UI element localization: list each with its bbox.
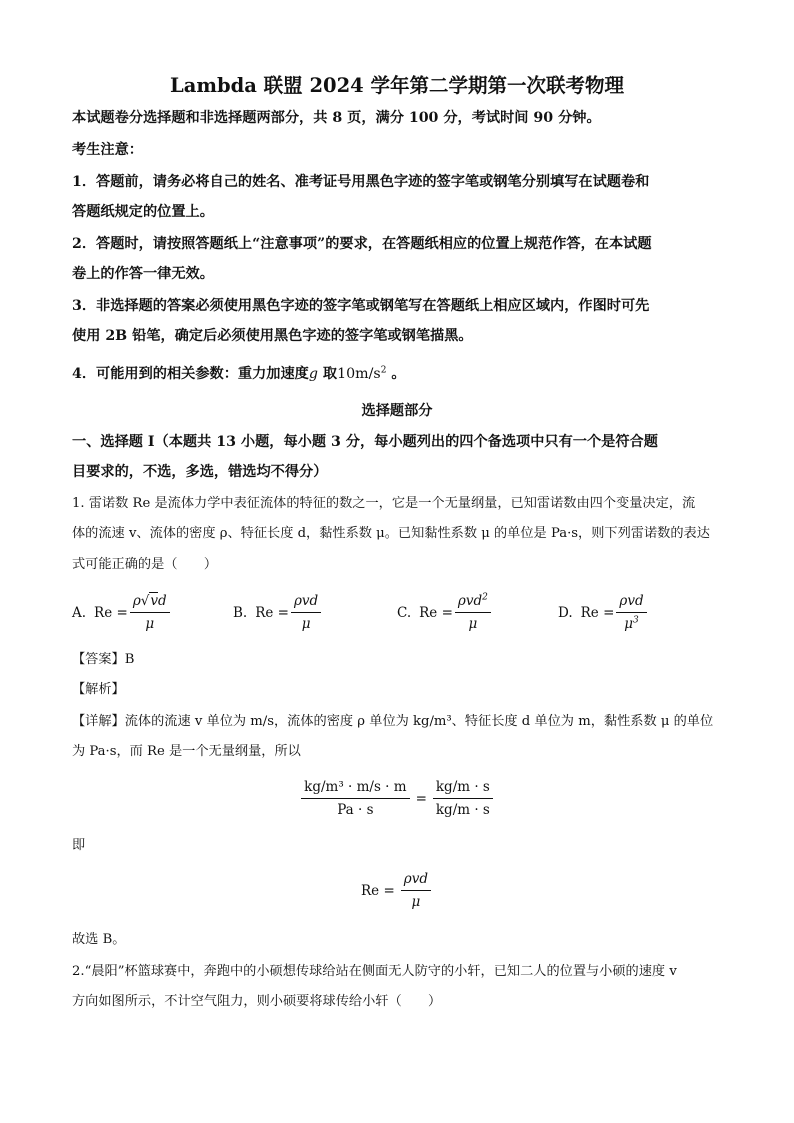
denominator: μ <box>411 894 421 910</box>
option-fraction <box>616 592 646 633</box>
numerator: ρvd <box>291 592 321 613</box>
option-a[interactable] <box>72 592 172 633</box>
denominator: kg/m · s <box>435 802 490 818</box>
notice-line-4 <box>72 364 406 384</box>
equation-lhs: Re = <box>361 882 395 899</box>
num-part: d <box>158 593 167 609</box>
numerator: ρvd <box>616 592 646 613</box>
page-title: Lambda 联盟 2024 学年第二学期第一次联考物理 <box>169 74 625 97</box>
detail-line: 为 Pa·s，而 Re 是一个无量纲量，所以 <box>72 744 301 759</box>
option-lhs: Re = <box>255 604 289 621</box>
q1-stem: 式可能正确的是（ ） <box>72 557 218 572</box>
part1-heading: 目要求的，不选，多选，错选均不得分） <box>72 464 328 480</box>
numerator: kg/m · s <box>433 778 493 799</box>
notice-line: 1．答题前，请务必将自己的姓名、准考证号用黑色字迹的签字笔或钢笔分别填写在试题卷和 <box>72 174 650 190</box>
denominator: μ <box>301 616 311 632</box>
q1-stem: 体的流速 v、流体的密度 ρ、特征长度 d，黏性系数 μ。已知黏性系数 μ 的单位是 Pa·s，则下列雷诺数的表达 <box>72 526 710 541</box>
notice-line: 答题纸规定的位置上。 <box>72 204 214 220</box>
option-fraction <box>291 592 321 633</box>
sqrt-icon: √ <box>140 593 150 609</box>
q2-stem: 2.“晨阳”杯篮球赛中，奔跑中的小硕想传球给站在侧面无人防守的小轩，已知二人的位置与小硕的速度 v <box>72 964 677 979</box>
denominator: μ <box>468 616 478 632</box>
section-title: 选择题部分 <box>361 403 433 419</box>
option-b[interactable] <box>233 592 323 633</box>
notice4-var: g <box>308 366 318 382</box>
notice4-exp: 2 <box>380 365 387 376</box>
notice-line: 2．答题时，请按照答题纸上“注意事项”的要求，在答题纸相应的位置上规范作答，在本试题 <box>72 236 652 252</box>
notice4-suffix: 。 <box>386 366 406 382</box>
answer-label: 【答案】B <box>72 652 135 667</box>
denominator: μ <box>624 616 634 632</box>
analysis-label: 【解析】 <box>72 682 125 697</box>
intro-text: 本试题卷分选择题和非选择题两部分，共 8 页，满分 100 分，考试时间 90 分钟。 <box>72 110 601 126</box>
ji-text: 即 <box>72 838 86 853</box>
notice4-mid: 取 <box>317 366 338 382</box>
numerator-exp: 2 <box>482 592 488 603</box>
numerator: kg/m³ · m/s · m <box>301 778 409 799</box>
notice4-value: 10m/s <box>337 366 381 382</box>
num-part: ρ <box>132 593 141 609</box>
option-lhs: Re = <box>580 604 615 621</box>
option-label: B. <box>233 604 248 621</box>
sqrt-arg: v <box>150 593 158 609</box>
option-label: C. <box>397 604 412 621</box>
part1-heading: 一、选择题 I（本题共 13 小题，每小题 3 分，每小题列出的四个备选项中只有一个是符合题 <box>72 434 658 450</box>
equals-sign: = <box>415 790 427 807</box>
denominator-exp: 3 <box>633 615 639 626</box>
conclusion-text: 故选 B。 <box>72 932 126 947</box>
option-label: D. <box>558 604 573 621</box>
option-label: A. <box>72 604 87 621</box>
notice-line: 3．非选择题的答案必须使用黑色字迹的签字笔或钢笔写在答题纸上相应区域内，作图时可先 <box>72 298 650 314</box>
notice4-prefix: 4．可能用到的相关参数：重力加速度 <box>72 366 309 382</box>
unit-equation <box>0 778 794 819</box>
re-equation <box>0 870 794 911</box>
option-lhs: Re = <box>94 604 128 621</box>
numerator: ρvd <box>401 870 431 891</box>
detail-line: 【详解】流体的流速 v 单位为 m/s，流体的密度 ρ 单位为 kg/m³、特征长度 d 单位为 m，黏性系数 μ 的单位 <box>72 714 714 729</box>
option-fraction <box>455 592 491 633</box>
option-c[interactable] <box>397 592 493 633</box>
numerator: ρvd <box>457 593 483 609</box>
option-d[interactable] <box>558 592 649 633</box>
option-fraction <box>130 592 170 633</box>
denominator: Pa · s <box>337 802 374 818</box>
equation-fraction <box>401 870 431 911</box>
notice-heading: 考生注意： <box>72 142 143 158</box>
equation-fraction <box>301 778 409 819</box>
q1-stem: 1. 雷诺数 Re 是流体力学中表征流体的特征的数之一，它是一个无量纲量，已知雷诺数由四个变量决定，流 <box>72 496 696 511</box>
notice-line: 卷上的作答一律无效。 <box>72 266 214 282</box>
q2-stem: 方向如图所示，不计空气阻力，则小硕要将球传给小轩（ ） <box>72 994 442 1009</box>
denominator: μ <box>145 616 155 632</box>
equation-fraction <box>433 778 493 819</box>
option-lhs: Re = <box>419 604 453 621</box>
notice-line: 使用 2B 铅笔，确定后必须使用黑色字迹的签字笔或钢笔描黑。 <box>72 328 473 344</box>
